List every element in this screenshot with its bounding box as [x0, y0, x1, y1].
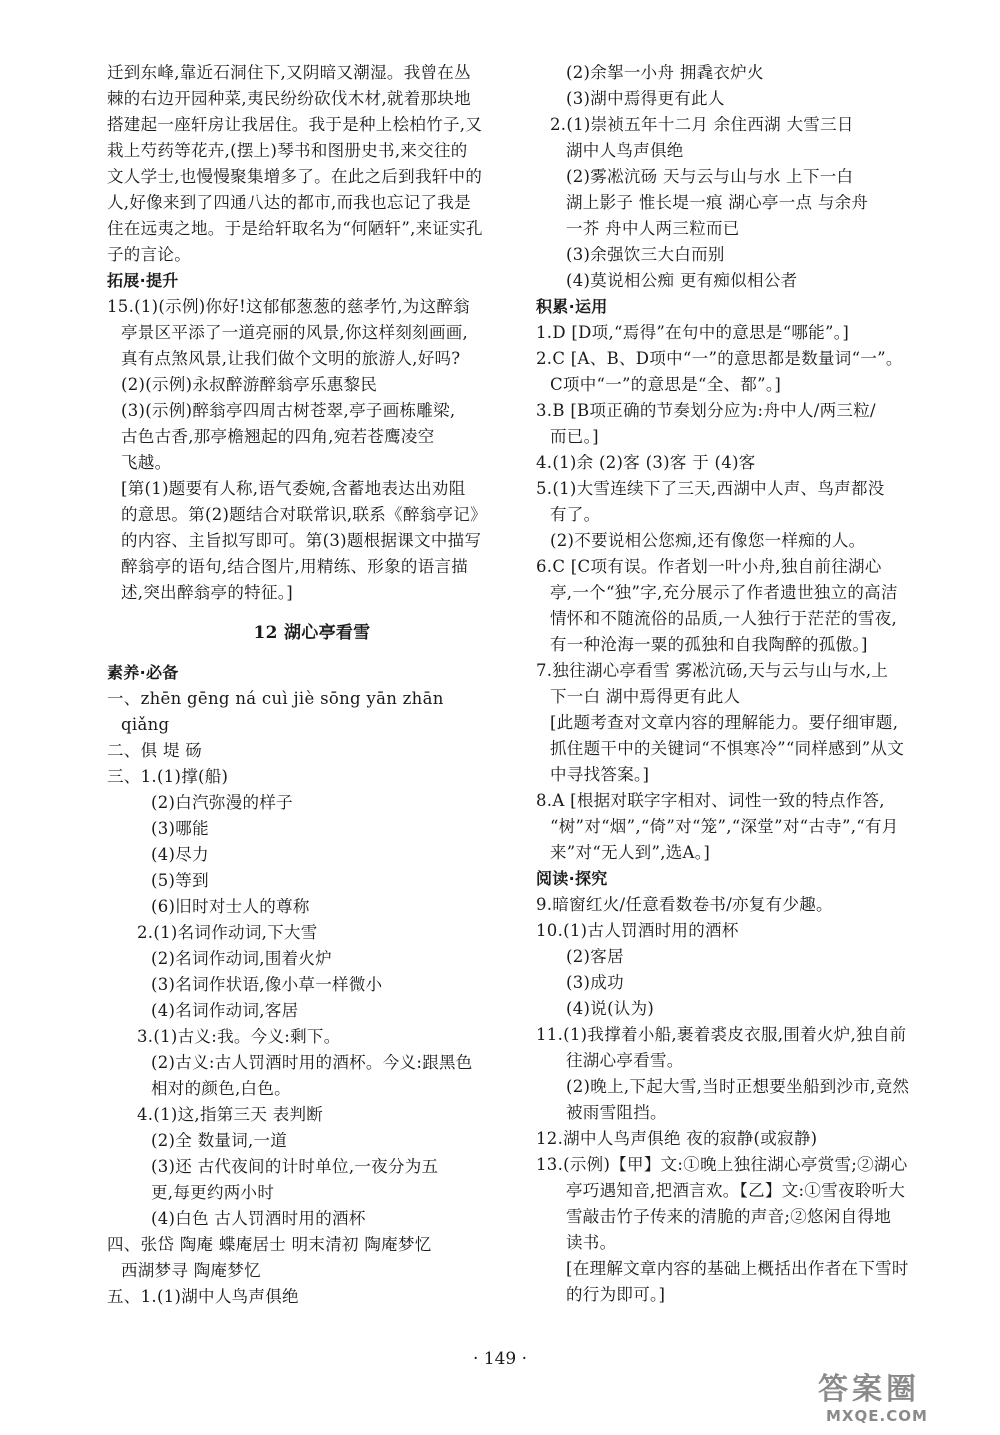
text-line: 来”对“无人到”,选A。]	[550, 843, 711, 862]
text-line: 3.B [B项正确的节奏划分应为:舟中人/两三粒/	[536, 401, 876, 420]
text-line: (6)旧时对士人的尊称	[151, 897, 310, 916]
text-line: 的行为即可。]	[566, 1285, 666, 1304]
text-line: (2)名词作动词,围着火炉	[151, 949, 333, 968]
text-line: 13.(示例)【甲】文:①晚上独往湖心亭赏雪;②湖心	[536, 1155, 908, 1174]
text-line: 棘的右边开园种菜,夷民纷纷砍伐木材,就着那块地	[107, 89, 471, 108]
text-line: 5.(1)大雪连续下了三天,西湖中人声、鸟声都没	[536, 479, 885, 498]
section-heading: 阅读·探究	[536, 869, 608, 888]
text-line: 1.D [D项,“焉得”在句中的意思是“哪能”。]	[536, 323, 850, 342]
text-line: 15.(1)(示例)你好!这郁郁葱葱的慈孝竹,为这醉翁	[107, 297, 470, 316]
text-line: 3.(1)古义:我。今义:剩下。	[137, 1027, 341, 1046]
section-heading: 积累·运用	[536, 297, 608, 316]
text-line: 往湖心亭看雪。	[566, 1051, 684, 1070]
spacer	[107, 606, 517, 620]
lesson-title: 12 湖心亭看雪	[253, 623, 371, 643]
text-line: 湖中人鸟声俱绝	[566, 141, 684, 160]
text-line: 4.(1)这,指第三天 表判断	[137, 1105, 324, 1124]
text-line: 8.A [根据对联字字相对、词性一致的特点作答,	[536, 791, 885, 810]
text-line: 2.C [A、B、D项中“一”的意思都是数量词“一”。	[536, 349, 903, 368]
text-line: 亭景区平添了一道亮丽的风景,你这样刻刻画画,	[121, 323, 469, 342]
text-line: 湖上影子 惟长堤一痕 湖心亭一点 与余舟	[566, 193, 869, 212]
text-line: (4)说(认为)	[566, 999, 655, 1018]
text-line: 迁到东峰,靠近石洞住下,又阴暗又潮湿。我曾在丛	[107, 63, 471, 82]
text-line: 有了。	[550, 505, 601, 524]
text-line: 12.湖中人鸟声俱绝 夜的寂静(或寂静)	[536, 1129, 818, 1148]
text-line: 雪敲击竹子传来的清脆的声音;②悠闲自得地	[566, 1207, 892, 1226]
text-line: 二、俱 堤 砀	[107, 741, 203, 760]
text-line: (3)名词作状语,像小草一样微小	[151, 975, 383, 994]
text-line: 6.C [C项有误。作者划一叶小舟,独自前往湖心	[536, 557, 882, 576]
text-line: 相对的颜色,白色。	[151, 1079, 291, 1098]
text-line: 人,好像来到了四通八达的都市,而我也忘记了我是	[107, 193, 471, 212]
text-line: 五、1.(1)湖中人鸟声俱绝	[107, 1287, 299, 1306]
text-line: (2)古义:古人罚酒时用的酒杯。今义:跟黑色	[151, 1053, 473, 1072]
text-line: 2.(1)崇祯五年十二月 余住西湖 大雪三日	[550, 115, 854, 134]
text-line: (2)客居	[566, 947, 624, 966]
watermark-logo	[818, 1374, 996, 1432]
text-line: 搭建起一座轩房让我居住。我于是种上桧柏竹子,又	[107, 115, 483, 134]
watermark-url: MXQE.COM	[826, 1407, 928, 1425]
text-line: 的意思。第(2)题结合对联常识,联系《醉翁亭记》	[121, 505, 487, 524]
text-line: 10.(1)古人罚酒时用的酒杯	[536, 921, 739, 940]
text-line: 一芥 舟中人两三粒而已	[566, 219, 740, 238]
text-line: (4)白色 古人罚酒时用的酒杯	[151, 1209, 366, 1228]
text-line: “树”对“烟”,“倚”对“笼”,“深堂”对“古寺”,“有月	[550, 817, 899, 836]
text-line: (2)晚上,下起大雪,当时正想要坐船到沙市,竟然	[566, 1077, 910, 1096]
text-line: (3)还 古代夜间的计时单位,一夜分为五	[151, 1157, 439, 1176]
text-line: (3)余强饮三大白而别	[566, 245, 725, 264]
text-line: (4)名词作动词,客居	[151, 1001, 299, 1020]
text-line: 西湖梦寻 陶庵梦忆	[121, 1261, 261, 1280]
spacer	[107, 646, 517, 660]
text-line: [在理解文章内容的基础上概括出作者在下雪时	[566, 1259, 909, 1278]
text-line: 情怀和不随流俗的品质,一人独行于茫茫的雪夜,	[550, 609, 898, 628]
section-heading: 拓展·提升	[107, 271, 179, 290]
text-line: (2)余挐一小舟 拥毳衣炉火	[566, 63, 764, 82]
text-line: 栽上芍药等花卉,(摆上)琴书和图册史书,来交往的	[107, 141, 468, 160]
text-line: (3)(示例)醉翁亭四周古树苍翠,亭子画栋雕梁,	[121, 401, 456, 420]
page-number: · 149 ·	[472, 1349, 528, 1369]
text-line: 亭,一个“独”字,充分展示了作者遗世独立的高洁	[550, 583, 898, 602]
left-column	[107, 60, 517, 1310]
text-line: (2)全 数量词,一道	[151, 1131, 288, 1150]
text-line: 有一种沧海一粟的孤独和自我陶醉的孤傲。]	[550, 635, 868, 654]
text-line: 述,突出醉翁亭的特征。]	[121, 583, 294, 602]
section-heading: 素养·必备	[107, 663, 179, 682]
text-line: 子的言论。	[107, 245, 191, 264]
text-line: (3)哪能	[151, 819, 209, 838]
text-line: 更,每更约两小时	[151, 1183, 275, 1202]
text-line: 抓住题干中的关键词“不惧寒冷”“同样感到”从文	[550, 739, 905, 758]
text-line: 醉翁亭的语句,结合图片,用精练、形象的语言描	[121, 557, 469, 576]
text-line: (2)(示例)永叔醉游醉翁亭乐惠黎民	[121, 375, 378, 394]
text-line: 下一白 湖中焉得更有此人	[550, 687, 741, 706]
text-line: 中寻找答案。]	[550, 765, 650, 784]
text-line: 而已。]	[550, 427, 599, 446]
text-line: 11.(1)我撑着小船,裹着裘皮衣服,围着火炉,独自前	[536, 1025, 907, 1044]
text-line: (3)成功	[566, 973, 624, 992]
text-line: (4)尽力	[151, 845, 209, 864]
text-line: 真有点煞风景,让我们做个文明的旅游人,好吗?	[121, 349, 461, 368]
right-column	[536, 60, 971, 1308]
text-line: 9.暗窗红火/任意看数卷书/亦复有少趣。	[536, 895, 833, 914]
text-line: (5)等到	[151, 871, 209, 890]
watermark-title: 答案圈	[818, 1372, 920, 1407]
text-line: (4)莫说相公痴 更有痴似相公者	[566, 271, 798, 290]
text-line: 三、1.(1)撑(船)	[107, 767, 229, 786]
text-line: 一、zhēn gēng ná cuì jiè sōng yān zhān	[107, 689, 444, 708]
text-line: C项中“一”的意思是“全、都”。]	[550, 375, 782, 394]
text-line: 的内容、主旨拟写即可。第(3)题根据课文中描写	[121, 531, 482, 550]
text-line: 亭巧遇知音,把酒言欢。【乙】文:①雪夜聆听大	[566, 1181, 906, 1200]
text-line: 古色古香,那亭檐翘起的四角,宛若苍鹰凌空	[121, 427, 435, 446]
text-line: 2.(1)名词作动词,下大雪	[137, 923, 318, 942]
text-line: 被雨雪阻挡。	[566, 1103, 667, 1122]
text-line: [此题考查对文章内容的理解能力。要仔细审题,	[550, 713, 899, 732]
text-line: 住在远夷之地。于是给轩取名为“何陋轩”,来证实孔	[107, 219, 483, 238]
text-line: [第(1)题要有人称,语气委婉,含蓄地表达出劝阻	[121, 479, 466, 498]
text-line: qiǎng	[121, 715, 170, 734]
text-line: 读书。	[566, 1233, 617, 1252]
text-line: 7.独往湖心亭看雪 雾凇沆砀,天与云与山与水,上	[536, 661, 889, 680]
text-line: (2)不要说相公您痴,还有像您一样痴的人。	[550, 531, 866, 550]
text-line: (2)雾凇沆砀 天与云与山与水 上下一白	[566, 167, 854, 186]
text-line: (2)白汽弥漫的样子	[151, 793, 293, 812]
text-line: (3)湖中焉得更有此人	[566, 89, 725, 108]
text-line: 四、张岱 陶庵 蝶庵居士 明末清初 陶庵梦忆	[107, 1235, 432, 1254]
text-line: 飞越。	[121, 453, 172, 472]
text-line: 文人学士,也慢慢聚集增多了。在此之后到我轩中的	[107, 167, 483, 186]
text-line: 4.(1)余 (2)客 (3)客 于 (4)客	[536, 453, 756, 472]
